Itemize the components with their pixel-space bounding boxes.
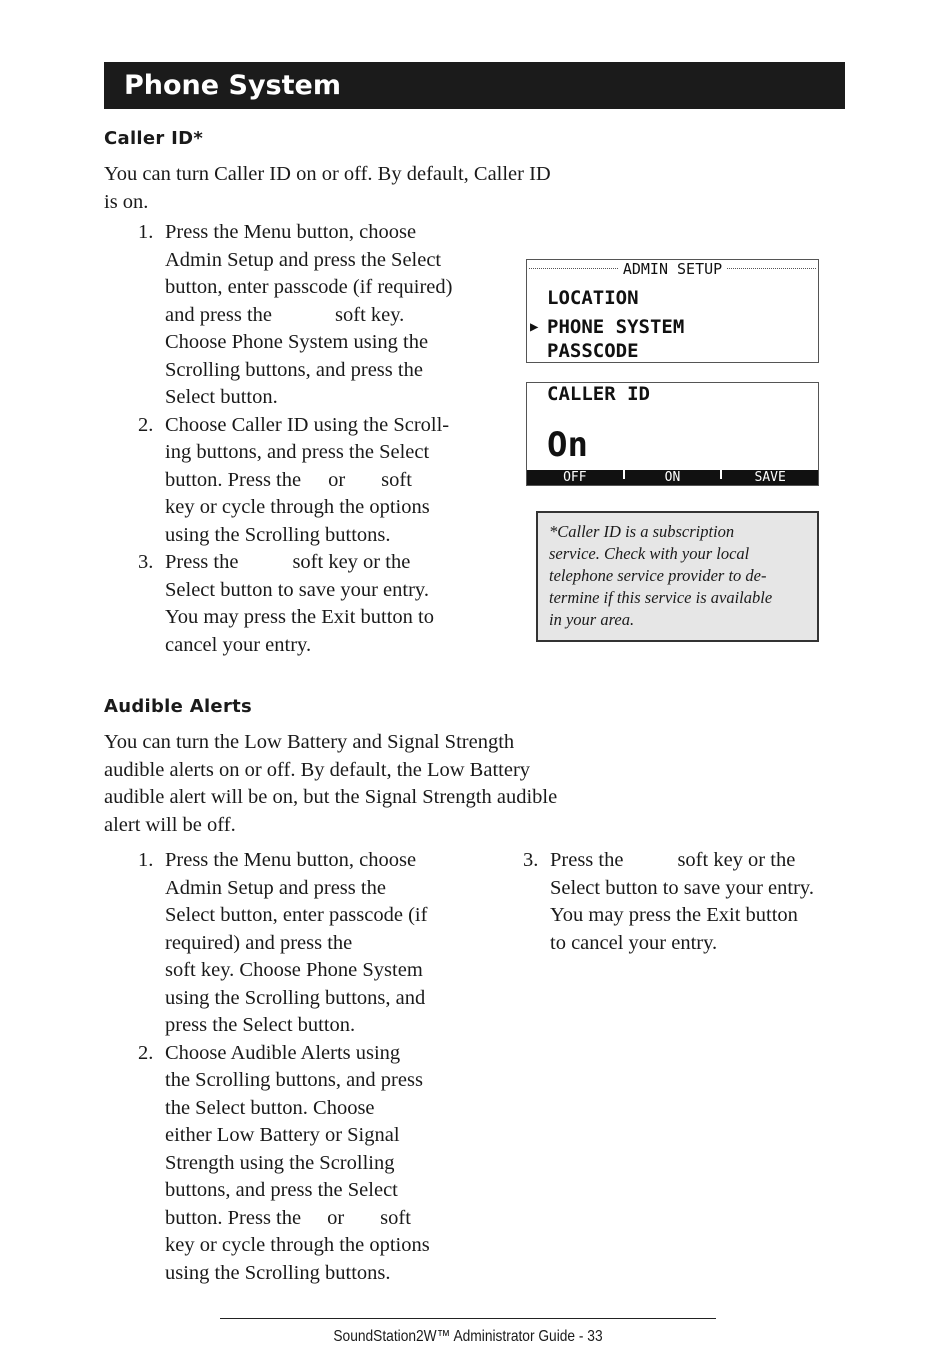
step-line: key or cycle through the options [165,1234,430,1256]
step-line: button, enter passcode (if required) [165,276,453,298]
step-line: Select button to save your entry. [550,876,814,899]
step-line [165,467,504,495]
step-line: You may press the Exit button to [165,606,434,628]
footer-rule [220,1318,716,1319]
page-footer: SoundStation2W™ Administrator Guide - 33 [333,1328,603,1345]
lcd-menu-item: LOCATION [547,287,639,309]
lcd-admin-setup-screen [526,259,819,363]
step-line: either Low Battery or Signal [165,1124,400,1146]
step-line: required) and press the [165,931,353,954]
step-line [165,549,504,577]
lcd-header [527,260,818,278]
step-1 [104,847,504,1040]
note-line: termine if this service is available [549,588,773,607]
step-line [165,1205,504,1233]
step-number: 1. [138,221,154,243]
intro-line: audible alert will be on, but the Signal Strength audible [104,786,558,808]
step-line: key or cycle through the options [165,496,430,518]
step-line: using the Scrolling buttons. [165,1261,391,1284]
step-line: press the Select button. [165,1014,356,1036]
step-line: Strength using the Scrolling [165,1151,395,1174]
step-number: 2. [138,413,154,436]
note-line: in your area. [549,610,635,629]
text-fragment: Press the [550,849,624,871]
step-line: buttons, and press the Select [165,1179,398,1201]
step-number: 1. [138,849,154,871]
step-line: cancel your entry. [165,633,312,656]
text-fragment: or [328,468,346,491]
step-line: Admin Setup and press the Select [165,248,442,271]
text-fragment: button. Press the [165,1206,302,1229]
selection-arrow-icon: ▶ [530,319,539,335]
text-fragment: soft [380,1206,411,1229]
step-number: 3. [523,849,539,871]
step-line [165,302,504,330]
step-line: Admin Setup and press the [165,876,386,899]
step-line: Choose Caller ID using the Scroll- [165,413,450,436]
text-fragment: Press the [165,551,239,573]
step-3 [489,847,889,957]
intro-line: You can turn the Low Battery and Signal Strength [104,731,515,753]
intro-line: alert will be off. [104,813,236,836]
step-line: using the Scrolling buttons, and [165,986,426,1009]
caller-id-steps [104,219,504,659]
text-fragment: soft key. [335,303,405,326]
note-line: telephone service provider to de- [549,566,767,585]
text-fragment: button. Press the [165,468,302,491]
softkey-off: OFF [563,470,587,485]
lcd-menu-item-selected: PHONE SYSTEM [547,316,685,338]
softkey-save: SAVE [754,470,786,485]
step-line: soft key. Choose Phone System [165,959,423,981]
step-line [550,847,889,875]
note-line: *Caller ID is a subscription [549,522,735,541]
step-line: Press the Menu button, choose [165,221,417,243]
step-line: Select button. [165,386,278,408]
softkey-on: ON [664,470,681,485]
step-3 [104,549,504,659]
step-number: 3. [138,551,154,573]
step-number: 2. [138,1041,154,1064]
page-title: Phone System [124,70,341,101]
note-line: service. Check with your local [549,544,750,563]
caller-id-intro [104,161,624,216]
lcd-screen-title: CALLER ID [547,383,650,405]
step-line: Choose Phone System using the [165,331,429,353]
text-fragment: soft [381,468,412,491]
step-line: to cancel your entry. [550,931,718,954]
step-line: Select button to save your entry. [165,578,429,601]
step-line: You may press the Exit button [550,904,798,926]
intro-line: You can turn Caller ID on or off. By default, Caller ID [104,163,551,185]
intro-line: is on. [104,190,149,213]
audible-alerts-steps [104,847,504,1287]
step-line: the Scrolling buttons, and press [165,1069,423,1091]
step-2 [104,412,504,550]
caller-id-heading: Caller ID* [104,128,204,149]
step-line: Choose Audible Alerts using [165,1041,401,1064]
step-line: the Select button. Choose [165,1096,375,1119]
step-line: Scrolling buttons, and press the [165,358,423,381]
step-1 [104,219,504,412]
step-2 [104,1040,504,1288]
audible-alerts-step-3 [489,847,889,957]
text-fragment: and press the [165,303,273,326]
step-line: Select button, enter passcode (if [165,904,428,926]
text-fragment: soft key or the [292,551,411,573]
intro-line: audible alerts on or off. By default, the Low Battery [104,758,531,781]
step-line: using the Scrolling buttons. [165,523,391,546]
step-line: ing buttons, and press the Select [165,441,430,463]
caller-id-note-box [536,511,819,642]
lcd-header-text: ADMIN SETUP [619,260,726,278]
lcd-softkey-bar [527,470,818,485]
text-fragment: or [327,1206,345,1229]
text-fragment: soft key or the [677,849,796,871]
audible-alerts-heading: Audible Alerts [104,696,253,717]
step-line: Press the Menu button, choose [165,849,417,871]
audible-alerts-intro [104,729,644,839]
lcd-current-value: On [547,425,588,465]
lcd-menu-item: PASSCODE [547,340,639,362]
lcd-caller-id-screen [526,382,819,486]
section-banner [104,62,845,109]
